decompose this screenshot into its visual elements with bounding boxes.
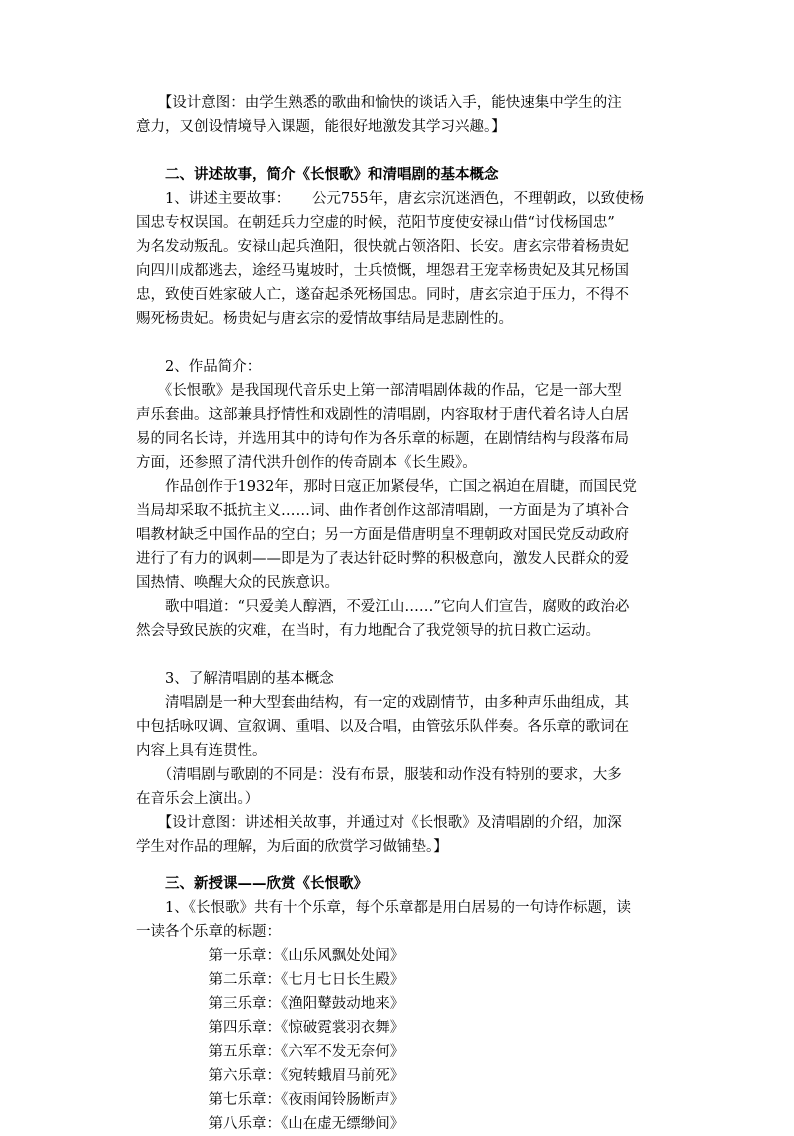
- paragraph-line: 清唱剧是一种大型套曲结构，有一定的戏剧情节，由多种声乐曲组成，其: [136, 695, 629, 711]
- paragraph-line: 内容上具有连贯性。: [136, 743, 267, 759]
- subheading: 3、了解清唱剧的基本概念: [136, 671, 334, 687]
- paragraph-line: 方面，还参照了清代洪升创作的传奇剧本《长生殿》。: [136, 455, 477, 471]
- movement-title: 第一乐章：《山乐风飘处处闻》: [136, 948, 405, 964]
- movement-title: 第四乐章：《惊破霓裳羽衣舞》: [136, 1020, 405, 1036]
- design-intent-line: 意力，又创设情境导入课题，能很好地激发其学习兴趣。】: [136, 119, 506, 135]
- paragraph-line: 进行了有力的讽刺——即是为了表达针砭时弊的积极意向，激发人民群众的爱: [136, 551, 629, 567]
- movement-title: 第七乐章：《夜雨闻铃肠断声》: [136, 1092, 405, 1108]
- paragraph-line: 向四川成都逃去，途经马嵬坡时，士兵愤慨，埋怨君王宠幸杨贵妃及其兄杨国: [136, 263, 629, 279]
- paragraph-line: 忠，致使百姓家破人亡，遂奋起杀死杨国忠。同时，唐玄宗迫于压力，不得不: [136, 287, 629, 303]
- paragraph-line: 1、讲述主要故事： 公元755年，唐玄宗沉迷酒色，不理朝政，以致使杨: [136, 191, 645, 207]
- paragraph-line: 一读各个乐章的标题：: [136, 924, 281, 940]
- paragraph-line: 声乐套曲。这部兼具抒情性和戏剧性的清唱剧，内容取材于唐代着名诗人白居: [136, 407, 629, 423]
- movement-title: 第三乐章：《渔阳鼙鼓动地来》: [136, 996, 405, 1012]
- paragraph-line: （清唱剧与歌剧的不同是：没有布景，服装和动作没有特别的要求，大多: [136, 767, 622, 783]
- movement-title: 第二乐章：《七月七日长生殿》: [136, 972, 405, 988]
- paragraph-line: 歌中唱道：“只爱美人醇酒，不爱江山……”它向人们宣告，腐败的政治必: [136, 599, 630, 615]
- design-intent-line: 学生对作品的理解，为后面的欣赏学习做铺垫。】: [136, 839, 448, 855]
- paragraph-line: 在音乐会上演出。）: [136, 791, 260, 807]
- paragraph-line: 为名发动叛乱。安禄山起兵渔阳，很快就占领洛阳、长安。唐玄宗带着杨贵妃: [136, 239, 629, 255]
- paragraph-line: 然会导致民族的灾难，在当时，有力地配合了我党领导的抗日救亡运动。: [136, 623, 600, 639]
- paragraph-line: 唱教材缺乏中国作品的空白；另一方面是借唐明皇不理朝政对国民党反动政府: [136, 527, 629, 543]
- section-3-heading: 三、新授课——欣赏《长恨歌》: [136, 875, 368, 892]
- design-intent-line: 【设计意图：讲述相关故事，并通过对《长恨歌》及清唱剧的介绍，加深: [136, 815, 622, 831]
- paragraph-line: 赐死杨贵妃。杨贵妃与唐玄宗的爱情故事结局是悲剧性的。: [136, 311, 513, 327]
- paragraph-line: 作品创作于1932年，那时日寇正加紧侵华，亡国之祸迫在眉睫，而国民党: [136, 479, 637, 495]
- paragraph-line: 国忠专权误国。在朝廷兵力空虚的时候，范阳节度使安禄山借“讨伐杨国忠”: [136, 215, 615, 231]
- movement-title: 第八乐章：《山在虚无缥缈间》: [136, 1116, 405, 1132]
- paragraph-line: 国热情、唤醒大众的民族意识。: [136, 575, 339, 591]
- paragraph-line: 中包括咏叹调、宣叙调、重唱、以及合唱，由管弦乐队伴奏。各乐章的歌词在: [136, 719, 629, 735]
- paragraph-line: 当局却采取不抵抗主义……词、曲作者创作这部清唱剧，一方面是为了填补合: [136, 503, 629, 519]
- subheading: 2、作品简介：: [136, 359, 262, 375]
- paragraph-line: 1、《长恨歌》共有十个乐章，每个乐章都是用白居易的一句诗作标题，读: [136, 900, 631, 916]
- paragraph-line: 易的同名长诗，并选用其中的诗句作为各乐章的标题，在剧情结构与段落布局: [136, 431, 629, 447]
- paragraph-line: 《长恨歌》是我国现代音乐史上第一部清唱剧体裁的作品，它是一部大型: [136, 383, 622, 399]
- movement-title: 第六乐章：《宛转蛾眉马前死》: [136, 1068, 405, 1084]
- document-body: [136, 91, 672, 1136]
- section-2-heading: 二、讲述故事，简介《长恨歌》和清唱剧的基本概念: [136, 166, 499, 183]
- design-intent-line: 【设计意图：由学生熟悉的歌曲和愉快的谈话入手，能快速集中学生的注: [136, 95, 622, 111]
- movement-title: 第五乐章：《六军不发无奈何》: [136, 1044, 405, 1060]
